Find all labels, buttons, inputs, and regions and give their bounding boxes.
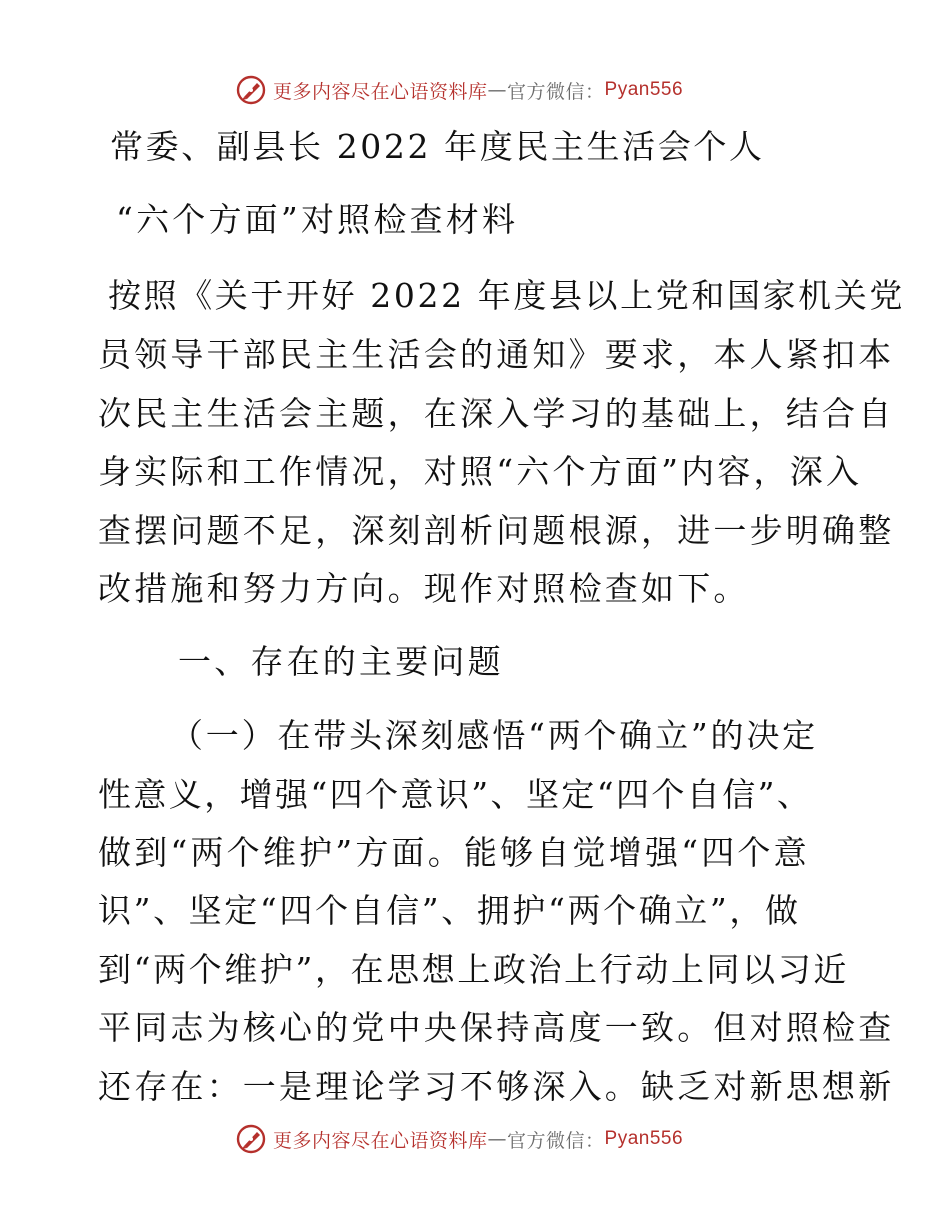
subsection-line: 平同志为核心的党中央保持高度一致。但对照检查: [98, 1008, 895, 1047]
title-line-1: 常委、副县长 2022 年度民主生活会个人: [110, 127, 765, 166]
watermark-header: [235, 73, 683, 107]
intro-line: 查摆问题不足，深刻剖析问题根源，进一步明确整: [98, 511, 895, 550]
subsection-line: 还存在：一是理论学习不够深入。缺乏对新思想新: [98, 1067, 895, 1106]
watermark-official: 官方微信：: [507, 80, 605, 103]
section-heading: 一、存在的主要问题: [178, 642, 504, 681]
intro-line: 员领导干部民主生活会的通知》要求，本人紧扣本: [98, 335, 895, 374]
watermark-footer: [235, 1122, 683, 1156]
watermark-account: Pyan556: [604, 1128, 684, 1149]
subsection-line: 识”、坚定“四个自信”、拥护“两个确立”，做: [98, 891, 801, 930]
watermark-dash: —: [487, 1128, 508, 1150]
watermark-brand: 更多内容尽在心语资料库: [273, 80, 488, 103]
pen-logo-icon: [235, 74, 267, 106]
subsection-line: 性意义，增强“四个意识”、坚定“四个自信”、: [98, 775, 813, 814]
subsection-line: 到“两个维护”，在思想上政治上行动上同以习近: [98, 950, 849, 989]
watermark-brand: 更多内容尽在心语资料库: [273, 1129, 488, 1152]
subsection-line: 做到“两个维护”方面。能够自觉增强“四个意: [98, 833, 810, 872]
intro-line: 改措施和努力方向。现作对照检查如下。: [98, 569, 750, 608]
subsection-line: （一）在带头深刻感悟“两个确立”的决定: [170, 716, 818, 755]
watermark-dash: —: [487, 79, 508, 101]
title-line-2: “六个方面”对照检查材料: [116, 200, 519, 239]
watermark-account: Pyan556: [604, 79, 684, 100]
intro-line: 按照《关于开好 2022 年度县以上党和国家机关党: [108, 276, 905, 315]
watermark-official: 官方微信：: [507, 1129, 605, 1152]
pen-logo-icon: [235, 1123, 267, 1155]
intro-line: 身实际和工作情况，对照“六个方面”内容，深入: [98, 452, 863, 491]
intro-line: 次民主生活会主题，在深入学习的基础上，结合自: [98, 394, 895, 433]
